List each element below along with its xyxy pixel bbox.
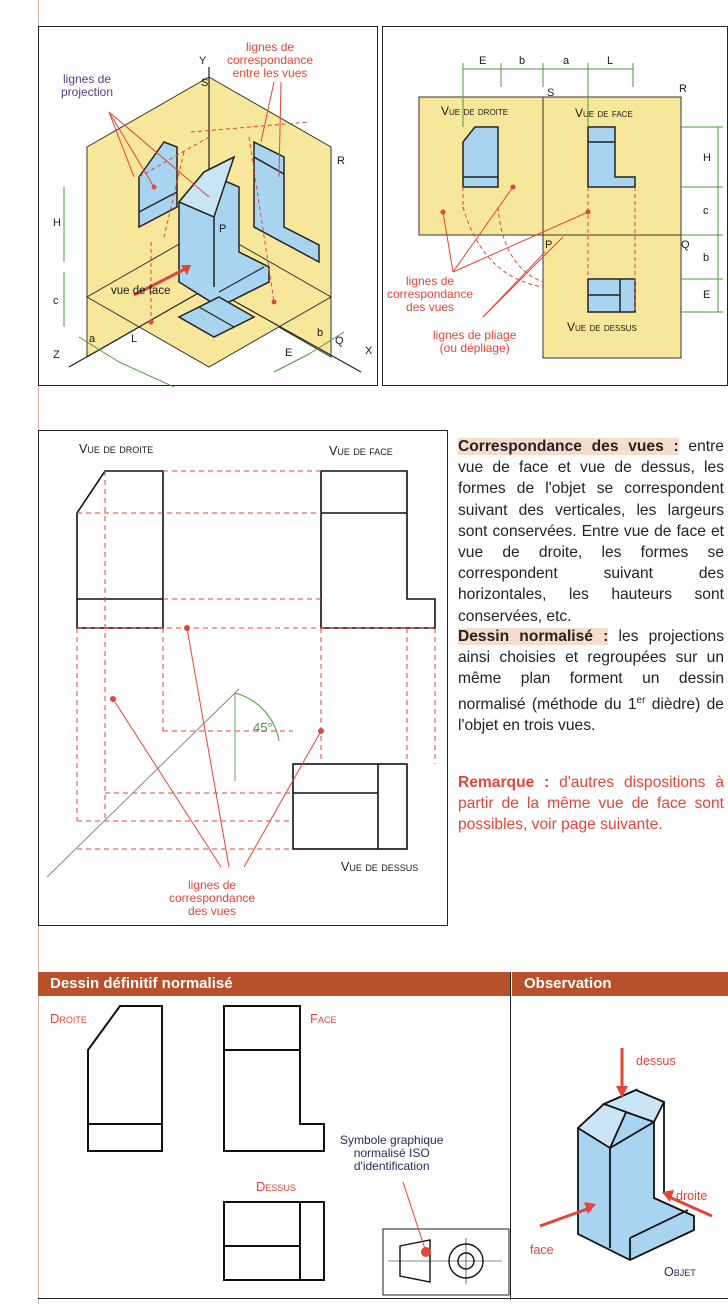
label-lignes-correspondance: lignes de correspondance des vues [387, 274, 474, 314]
label-vue-droite: Vue de droite [79, 442, 154, 456]
label-dessus: Dessus [256, 1179, 296, 1194]
dim-a: a [563, 55, 570, 67]
header-observation: Observation [512, 972, 728, 996]
label-lignes-correspondance: lignes de correspondance des vues [169, 878, 256, 918]
label-obs-dessus: dessus [636, 1054, 676, 1068]
paragraph-title: Dessin normalisé : [458, 628, 609, 645]
axis-y: Y [199, 55, 207, 67]
figure-unfolded [382, 26, 728, 386]
figure-isometric [38, 26, 378, 386]
label-lignes-correspondance: lignes de correspondance entre les vues [227, 40, 314, 80]
paragraph-body: entre vue de face et vue de dessus, les formes de l'objet se correspondent suivant des verticales, les largeurs sont conservées. Entre vue de face et vue de droite, les formes se correspondent suivant des horizontales, les hauteurs sont conservées, etc. [458, 438, 724, 625]
header-dessin-definitif: Dessin définitif normalisé [38, 972, 510, 996]
label-obs-droite: droite [676, 1189, 708, 1203]
paragraph-title: Remarque : [458, 774, 550, 791]
paragraph-correspondance [458, 436, 724, 627]
label-vue-dessus: Vue de dessus [341, 860, 419, 874]
point-q: Q [335, 335, 344, 347]
point-p: P [545, 239, 553, 251]
dim-c: c [53, 295, 59, 307]
dim-h: H [703, 152, 711, 164]
figure-three-views [38, 430, 448, 926]
label-vue-face: Vue de face [329, 444, 393, 458]
dim-e: E [285, 347, 293, 359]
label-obs-face: face [530, 1243, 554, 1257]
paragraph-remarque [458, 772, 724, 836]
paragraph-body: d'autres dispositions à partir de la même vue de face sont possibles, voir page suivante. [458, 774, 724, 834]
axis-x: X [365, 345, 373, 357]
dim-l: L [607, 55, 614, 67]
label-angle: 45° [253, 720, 273, 735]
point-p: P [219, 223, 227, 235]
paragraph-dessin-normalise [458, 626, 724, 736]
dim-l: L [131, 333, 138, 345]
label-face: Face [310, 1011, 337, 1026]
label-obs-objet: Objet [664, 1265, 696, 1279]
dim-e2: E [703, 289, 711, 301]
dim-e: E [479, 55, 487, 67]
bottom-divider [510, 972, 511, 1300]
label-vue-droite: Vue de droite [441, 104, 509, 118]
superscript: er [636, 694, 646, 706]
dim-b2: b [703, 252, 710, 264]
label-lignes-projection: lignes de projection [61, 72, 114, 99]
label-vue-de-face: vue de face [111, 285, 171, 297]
dim-h: H [53, 217, 61, 229]
point-q: Q [681, 239, 690, 251]
point-r: R [337, 155, 345, 167]
bottom-border [38, 1298, 728, 1299]
label-vue-face: Vue de face [575, 106, 633, 120]
dim-b: b [519, 55, 526, 67]
dim-c: c [703, 205, 709, 217]
point-r: R [679, 83, 687, 95]
three-views-drawing [39, 431, 449, 927]
label-symbole-iso: Symbole graphique normalisé ISO d'identification [340, 1133, 444, 1173]
paragraph-body-end: dièdre) de l'objet en trois vues. [458, 695, 724, 734]
label-droite: Droite [50, 1011, 87, 1026]
label-vue-dessus: Vue de dessus [567, 320, 637, 334]
point-s: S [201, 77, 209, 89]
point-s: S [547, 87, 555, 99]
axis-z: Z [53, 349, 60, 361]
paragraph-title: Correspondance des vues : [458, 438, 679, 455]
label-lignes-pliage: lignes de pliage (ou dépliage) [433, 328, 517, 355]
paragraph-body: les projections ainsi choisies et regroupées sur un même plan forment un dessin normalisé (méthode du 1 [458, 628, 724, 713]
dim-a: a [89, 333, 96, 345]
dim-b: b [317, 327, 324, 339]
